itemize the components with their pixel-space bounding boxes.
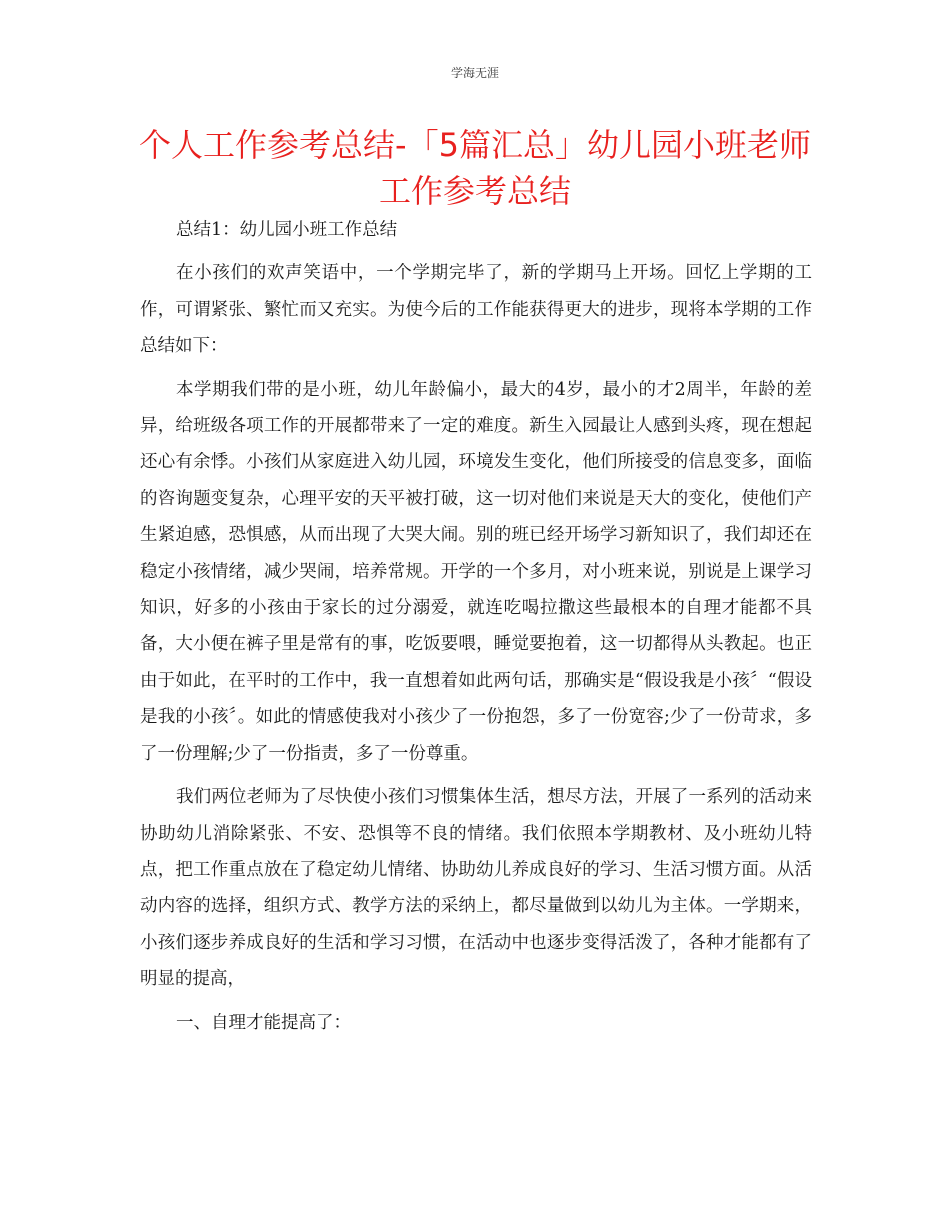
paragraph-1: 在小孩们的欢声笑语中，一个学期完毕了，新的学期马上开场。回忆上学期的工作，可谓紧张、繁忙而又充实。为使今后的工作能获得更大的进步，现将本学期的工作总结如下： bbox=[140, 263, 812, 357]
paragraph-2: 本学期我们带的是小班，幼儿年龄偏小，最大的4岁，最小的才2周半，年龄的差异，给班级各项工作的开展都带来了一定的难度。新生入园最让人感到头疼，现在想起还心有余悸。小孩们从家庭进入幼儿园，环境发生变化，他们所接受的信息变多，面临的咨询题变复杂，心理平安的天平被打破，这一切对他们来说是天大的变化，使他们产生紧迫感，恐惧感，从而出现了大哭大闹。别的班已经开场学习新知识了，我们却还在稳定小孩情绪，减少哭闹，培养常规。开学的一个多月，对小班来说，别说是上课学习知识，好多的小孩由于家长的过分溺爱，就连吃喝拉撒这些最根本的自理才能都不具备，大小便在裤子里是常有的事，吃饭要喂，睡觉要抱着，这一切都得从头教起。也正由于如此，在平时的工作中，我一直想着如此两句话，那确实是“假设我是小孩〞“假设是我的小孩〞。如此的情感使我对小孩少了一份抱怨，多了一份宽容;少了一份苛求，多了一份理解;少了一份指责，多了一份尊重。 bbox=[140, 379, 812, 764]
paragraph-4: 一、自理才能提高了： bbox=[176, 1012, 351, 1033]
paragraph-3: 我们两位老师为了尽快使小孩们习惯集体生活，想尽方法，开展了一系列的活动来协助幼儿消除紧张、不安、恐惧等不良的情绪。我们依照本学期教材、及小班幼儿特点，把工作重点放在了稳定幼儿情绪、协助幼儿养成良好的学习、生活习惯方面。从活动内容的选择，组织方式、教学方法的采纳上，都尽量做到以幼儿为主体。一学期来，小孩们逐步养成良好的生活和学习习惯，在活动中也逐步变得活泼了，各种才能都有了明显的提高， bbox=[140, 787, 812, 990]
document-title: 个人工作参考总结-「5篇汇总」幼儿园小班老师工作参考总结 bbox=[139, 126, 811, 210]
document-body bbox=[140, 212, 812, 1048]
page-header: 学海无涯 bbox=[450, 66, 499, 80]
section-heading: 总结1：幼儿园小班工作总结 bbox=[176, 220, 398, 240]
